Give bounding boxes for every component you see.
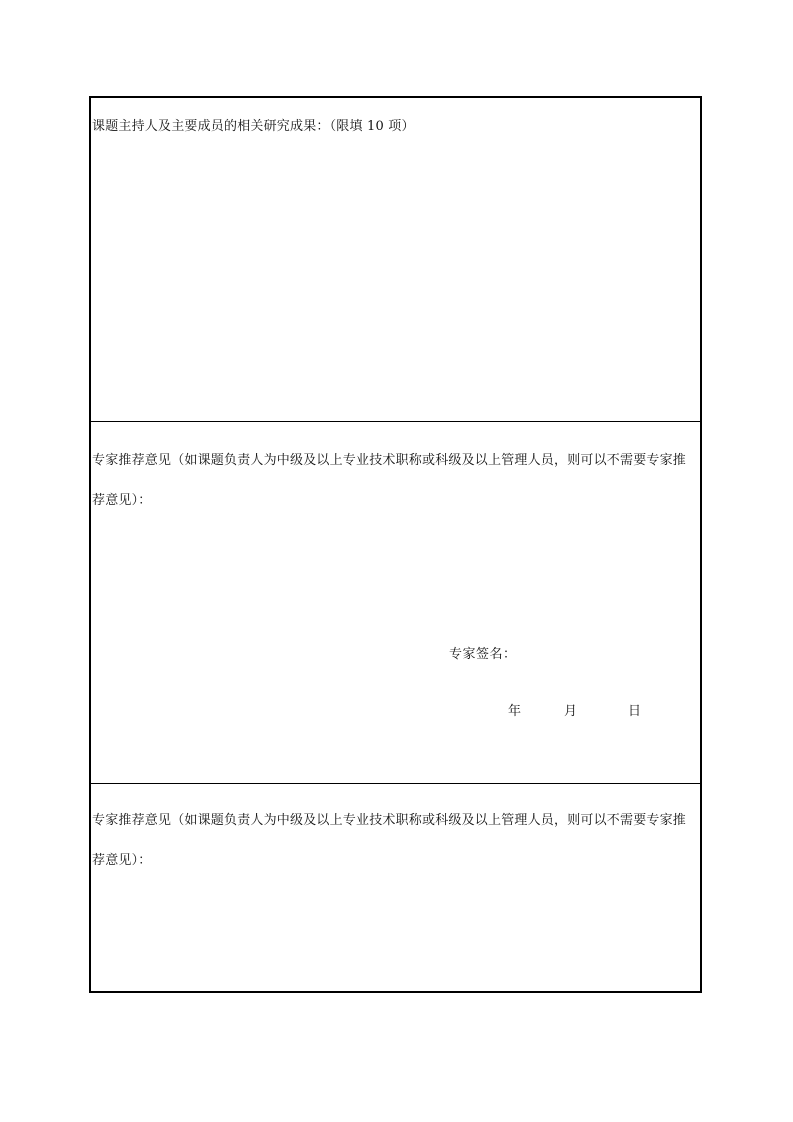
research-results-section[interactable] xyxy=(91,98,700,422)
date-month-label: 月 xyxy=(564,704,578,719)
research-results-label: 课题主持人及主要成员的相关研究成果：（限填 10 项） xyxy=(92,119,415,134)
expert-signature-label: 专家签名： xyxy=(449,647,517,662)
expert-opinion-label-1: 专家推荐意见（如课题负责人为中级及以上专业技术职称或科级及以上管理人员，则可以不需要专家推荐意见）： xyxy=(92,453,687,508)
application-form-table xyxy=(89,96,702,993)
date-day-label: 日 xyxy=(628,704,642,719)
expert-opinion-label-2: 专家推荐意见（如课题负责人为中级及以上专业技术职称或科级及以上管理人员，则可以不需要专家推荐意见）： xyxy=(92,813,687,868)
expert-opinion-section-2[interactable] xyxy=(91,784,700,995)
date-year-label: 年 xyxy=(508,704,522,719)
expert-opinion-section-1[interactable] xyxy=(91,422,700,784)
